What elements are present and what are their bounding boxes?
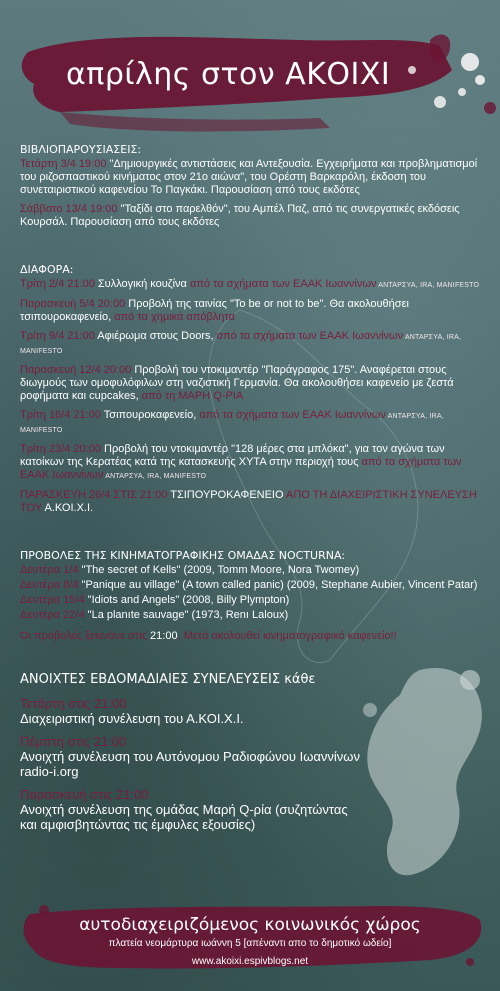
list-item: [20, 787, 482, 832]
meeting-time: Πέμπτη στις 21:00: [20, 734, 127, 749]
event-text: Προβολή του ντοκιμαντέρ "Παράγραφος 175". Αναφέρεται στους διωγμούς των ομοφυλόφιλων στη ναζιστική Γερμανία. Θα ακολουθήσει καφενείο με ζεστά ροφήματα και cupcakes,: [20, 364, 454, 402]
organizer-groups: ΑΝΤΑΡΣΥΑ, IRA, MANIFESTO: [20, 413, 444, 434]
event-date: Τετάρτη 3/4 19:00: [20, 158, 107, 170]
meeting-time: Παρασκευή στις 21:00: [20, 787, 149, 802]
list-item: [20, 409, 482, 437]
misc-section: [20, 263, 482, 515]
event-date: Σάββατο 13/4 19:00: [20, 203, 118, 215]
list-item: [20, 579, 482, 592]
event-organizer: από τα χημικά απόβλητα: [114, 311, 235, 323]
event-text: Προβολή του ντοκιμαντέρ "128 μέρες στα μπλόκα", για τον αγώνα των κατοίκων της Κερατέας κατά της κατασκευής ΧΥΤΑ στην περιοχή τους: [20, 443, 445, 468]
book-presentations-section: [20, 143, 482, 229]
event-date: Παρασκευή 12/4 20:00: [20, 364, 132, 376]
event-text: "Δημιουργικές αντιστάσεις και Αντεξουσία. Εγχειρήματα και προβληματισμοί του ριζοσπαστικού κινήματος στον 21ο αιώνα", του Ορέστη Βαρκαρόλη, έκδοση του συνεταιριστικού καφενείου Το Παγκάκι. Παρουσίαση από τους εκδότες: [20, 158, 478, 196]
meeting-text: Ανοιχτή συνέλευση του Αυτόνομου Ραδιοφώνου Ιωαννίνων radio-i.org: [20, 749, 360, 779]
event-date: Τρίτη 9/4 21:00: [20, 330, 95, 342]
event-organizer-tail: Α.ΚΟΙ.Χ.Ι.: [42, 502, 94, 514]
event-organizer: από τα σχήματα των ΕΑΑΚ Ιωαννίνων: [20, 456, 462, 481]
footer-website-link[interactable]: www.akoixi.espivblogs.net: [191, 956, 309, 967]
movies-section: [20, 549, 482, 643]
event-text: Τσιπουροκαφενείο,: [100, 409, 200, 421]
section-heading: ΑΝΟΙΧΤΕΣ ΕΒΔΟΜΑΔΙΑΙΕΣ ΣΥΝΕΛΕΥΣΕΙΣ κάθε: [20, 672, 316, 687]
list-item: [20, 278, 482, 292]
organizer-groups: ΑΝΤΑΡΣΥΑ, IRA, MANIFESTO: [20, 334, 462, 355]
list-item: [20, 443, 482, 483]
event-organizer: από τα σχήματα των ΕΑΑΚ Ιωαννίνων: [199, 409, 386, 421]
event-date: Τρίτη 2/4 21:00: [20, 278, 95, 290]
event-date: Δευτέρα 22/4: [20, 609, 85, 621]
content: [20, 143, 482, 840]
event-organizer: από τα σχήματα των ΕΑΑΚ Ιωαννίνων: [189, 278, 377, 290]
footer-address: πλατεία νεομάρτυρα ιωάννη 5 [απέναντι απο το δημοτικό ωδείο]: [108, 938, 392, 949]
list-item: [20, 330, 482, 358]
event-text: Συλλογική κουζίνα: [94, 278, 190, 290]
note-text: . Μετά ακολουθεί κινηματογραφικό καφενείο!!: [177, 630, 397, 642]
meetings-section: [20, 673, 482, 832]
meeting-text: Διαχειριστική συνέλευση του Α.ΚΟΙ.Χ.Ι.: [20, 711, 244, 726]
footer: [0, 915, 500, 967]
section-heading: ΒΙΒΛΙΟΠΑΡΟΥΣΙΑΣΕΙΣ:: [20, 143, 142, 156]
event-text: Αφιέρωμα στους Doors,: [94, 330, 217, 342]
event-date: Παρασκευή 5/4 20:00: [20, 298, 126, 310]
note-time: 21:00: [150, 630, 178, 642]
event-date: ΠΑΡΑΣΚΕΥΗ 26/4 ΣΤΙΣ 21:00: [20, 489, 168, 501]
list-item: [20, 564, 482, 577]
event-text: "Panique au village" (A town called panic) (2009, Stephane Aubier, Vincent Patar): [78, 579, 478, 591]
screening-note: [20, 630, 482, 643]
list-item: [20, 158, 482, 197]
event-organizer: ΑΠΟ ΤΗ ΔΙΑΧΕΙΡΙΣΤΙΚΗ ΣΥΝΕΛΕΥΣΗ ΤΟΥ: [20, 489, 477, 514]
meeting-time: Τετάρτη στις 21:00: [20, 696, 127, 711]
event-text: ΤΣΙΠΟΥΡΟΚΑΦΕΝΕΙΟ: [167, 489, 286, 501]
event-organizer: από τη ΜΑΡΗ Q-ΡΙΑ: [141, 390, 244, 402]
event-date: Τρίτη 23/4 20:00: [20, 443, 101, 455]
list-item: [20, 298, 482, 324]
list-item: [20, 609, 482, 622]
organizer-groups: ΑΝΤΑΡΣΥΑ, IRA, MANIFESTO: [376, 282, 480, 289]
event-text: "La planıte sauvage" (1973, Renı Laloux): [84, 609, 289, 621]
note-text: Οι προβολές ξεκινάνε στις: [20, 630, 151, 642]
section-heading: ΠΡΟΒΟΛΕΣ ΤΗΣ ΚΙΝΗΜΑΤΟΓΡΑΦΙΚΗΣ ΟΜΑΔΑΣ NOCTURNA:: [20, 549, 346, 562]
event-date: Δευτέρα 15/4: [20, 594, 85, 606]
organizer-groups: ΑΝΤΑΡΣΥΑ, IRA, MANIFESTO: [103, 473, 207, 480]
list-item: [20, 203, 482, 229]
list-item: [20, 734, 482, 779]
event-organizer: από τα σχήματα των ΕΑΑΚ Ιωαννίνων: [216, 330, 404, 342]
event-date: Τρίτη 16/4 21:00: [20, 409, 101, 421]
event-text: "Ταξίδι στο παρελθόν", του Αμπέλ Παζ, από τις συνεργατικές εκδόσεις Κουρσάλ. Παρουσίαση από τους εκδότες: [20, 203, 460, 228]
event-text: "Idiots and Angels" (2008, Billy Plympton): [84, 594, 290, 606]
section-heading: ΔΙΑΦΟΡΑ:: [20, 263, 74, 276]
poster-title: απρίλης στον ΑΚΟΙΧΙ: [66, 57, 391, 92]
list-item: [20, 489, 482, 515]
list-item: [20, 364, 482, 403]
footer-title: αυτοδιαχειριζόμενος κοινωνικός χώρος: [79, 915, 421, 935]
event-text: "The secret of Kells" (2009, Tomm Moore, Nora Twomey): [78, 564, 360, 576]
event-text: Προβολή της ταινίας "To be or not to be". Θα ακολουθήσει τσιπουροκαφενείο,: [20, 298, 409, 323]
event-date: Δευτέρα 8/4: [20, 579, 79, 591]
list-item: [20, 594, 482, 607]
list-item: [20, 696, 482, 726]
meeting-text: Ανοιχτή συνέλευση της ομάδας Μαρή Q-ρία (συζητώντας και αμφισβητώντας τις έμφυλες εξουσίες): [20, 802, 348, 832]
event-date: Δευτέρα 1/4: [20, 564, 79, 576]
